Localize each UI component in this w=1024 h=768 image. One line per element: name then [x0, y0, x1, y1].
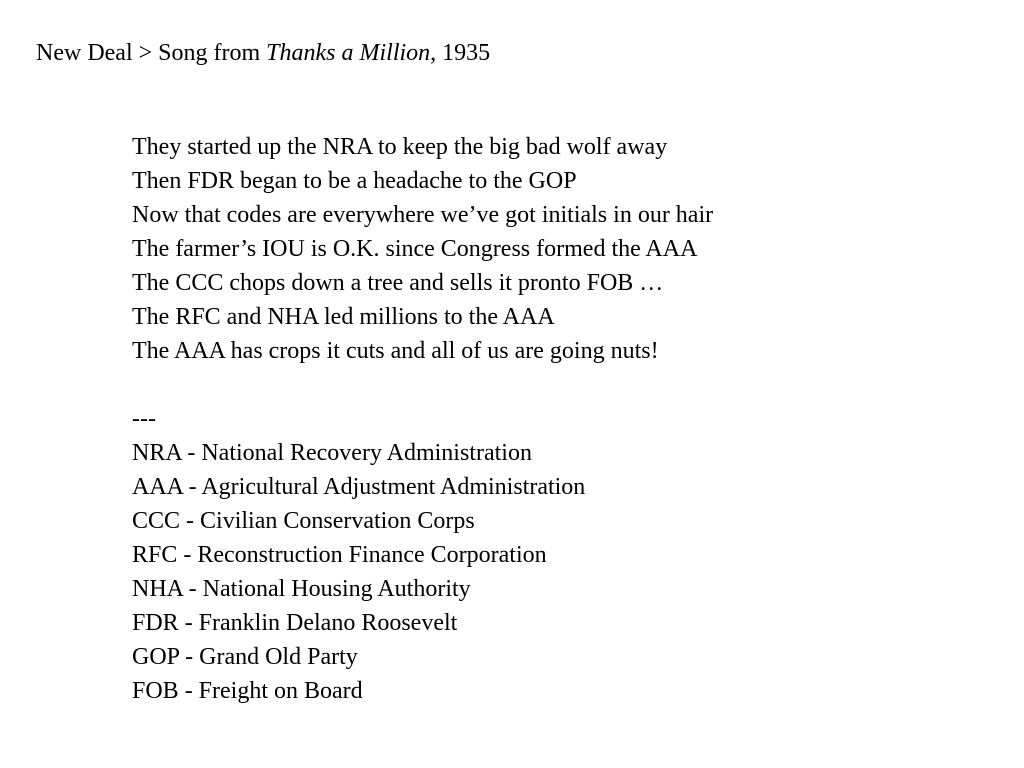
- lyric-line: Then FDR began to be a headache to the GOP: [132, 168, 577, 194]
- separator: ---: [132, 406, 156, 432]
- lyrics-block: [132, 130, 992, 708]
- lyric-line: The farmer’s IOU is O.K. since Congress formed the AAA: [132, 236, 698, 262]
- glossary-item: FDR - Franklin Delano Roosevelt: [132, 610, 458, 636]
- glossary-item: AAA - Agricultural Adjustment Administration: [132, 474, 586, 500]
- lyric-line: The RFC and NHA led millions to the AAA: [132, 304, 555, 330]
- lyric-line: They started up the NRA to keep the big bad wolf away: [132, 134, 668, 160]
- film-title: Thanks a Million: [266, 40, 431, 66]
- glossary-item: RFC - Reconstruction Finance Corporation: [132, 542, 547, 568]
- page-title: [36, 38, 490, 68]
- glossary-item: FOB - Freight on Board: [132, 678, 363, 704]
- lyric-line: Now that codes are everywhere we’ve got initials in our hair: [132, 202, 714, 228]
- glossary-item: NHA - National Housing Authority: [132, 576, 471, 602]
- blank-line: [132, 368, 992, 402]
- glossary-item: NRA - National Recovery Administration: [132, 440, 532, 466]
- glossary-item: CCC - Civilian Conservation Corps: [132, 508, 475, 534]
- glossary-item: GOP - Grand Old Party: [132, 644, 358, 670]
- title-prefix: New Deal > Song from: [36, 40, 267, 66]
- title-suffix: , 1935: [430, 40, 491, 66]
- lyric-line: The CCC chops down a tree and sells it pronto FOB …: [132, 270, 664, 296]
- lyric-line: The AAA has crops it cuts and all of us are going nuts!: [132, 338, 659, 364]
